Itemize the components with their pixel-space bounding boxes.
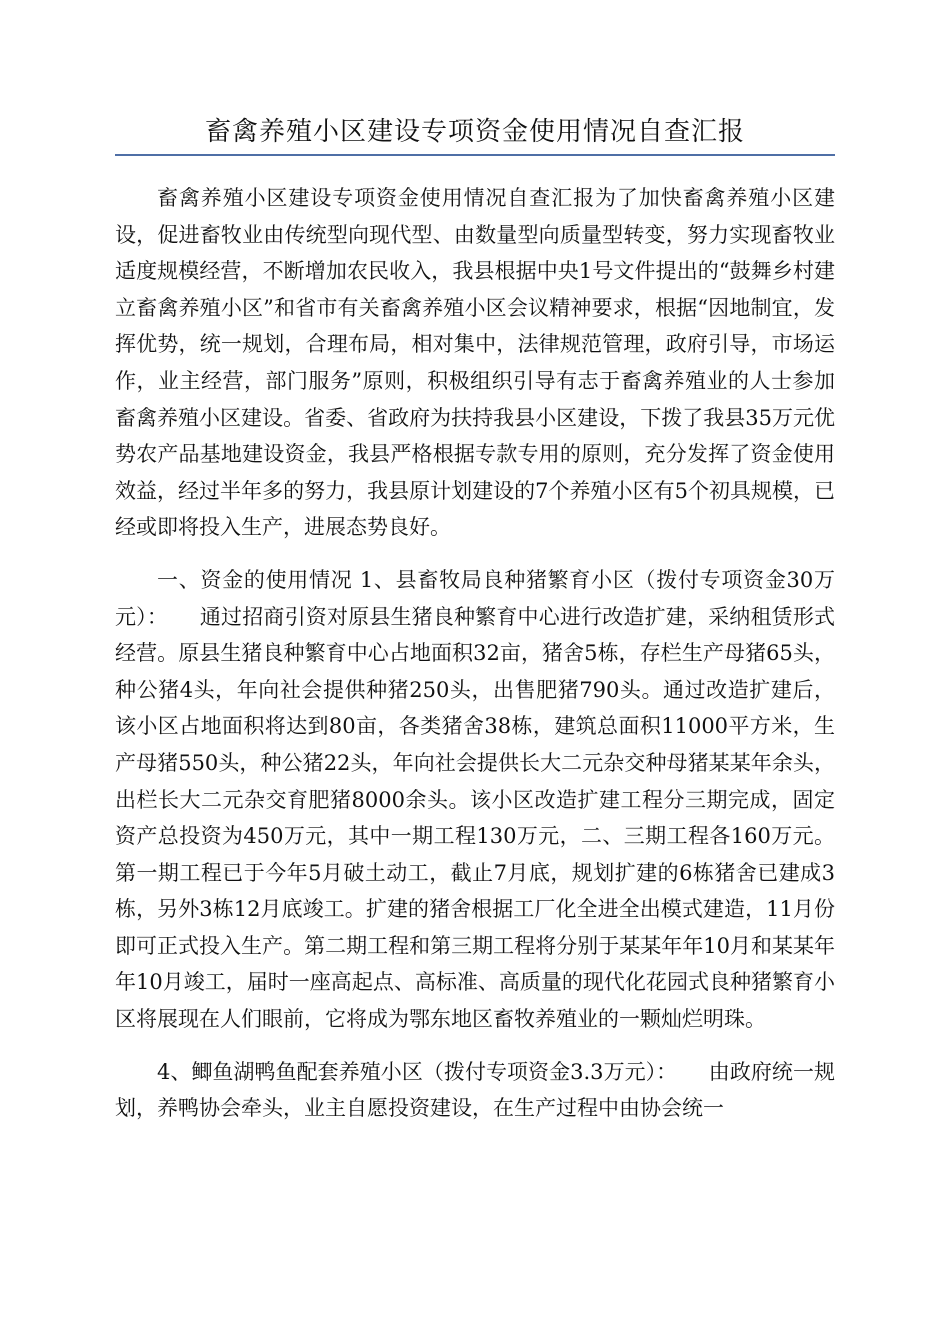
document-title: 畜禽养殖小区建设专项资金使用情况自查汇报	[204, 117, 745, 147]
paragraph-duck-fish-zone: 4、鲫鱼湖鸭鱼配套养殖小区（拨付专项资金3.3万元）： 由政府统一规划，养鸭协会牵头，业主自愿投资建设，在生产过程中由协会统一	[115, 1059, 835, 1121]
title-underline	[115, 154, 835, 156]
document-body	[115, 180, 835, 1143]
paragraph-intro: 畜禽养殖小区建设专项资金使用情况自查汇报为了加快畜禽养殖小区建设，促进畜牧业由传统型向现代型、由数量型向质量型转变，努力实现畜牧业适度规模经营，不断增加农民收入，我县根据中央1号文件提出的“鼓舞乡村建立畜禽养殖小区”和省市有关畜禽养殖小区会议精神要求，根据“因地制宜，发挥优势，统一规划，合理布局，相对集中，法律规范管理，政府引导，市场运作，业主经营，部门服务”原则，积极组织引导有志于畜禽养殖业的人士参加畜禽养殖小区建设。省委、省政府为扶持我县小区建设，下拨了我县35万元优势农产品基地建设资金，我县严格根据专款专用的原则，充分发挥了资金使用效益，经过半年多的努力，我县原计划建设的7个养殖小区有5个初具规模，已经或即将投入生产，进展态势良好。	[115, 186, 835, 540]
paragraph-fund-usage: 一、资金的使用情况 1、县畜牧局良种猪繁育小区（拨付专项资金30万元）： 通过招商引资对原县生猪良种繁育中心进行改造扩建，采纳租赁形式经营。原县生猪良种繁育中心占地面积32亩，猪舍5栋，存栏生产母猪65头，种公猪4头，年向社会提供种猪250头，出售肥猪790头。通过改造扩建后，该小区占地面积将达到80亩，各类猪舍38栋，建筑总面积11000平方米，生产母猪550头，种公猪22头，年向社会提供长大二元杂交种母猪某某年余头，出栏长大二元杂交育肥猪8000余头。该小区改造扩建工程分三期完成，固定资产总投资为450万元，其中一期工程130万元，二、三期工程各160万元。第一期工程已于今年5月破土动工，截止7月底，规划扩建的6栋猪舍已建成3栋，另外3栋12月底竣工。扩建的猪舍根据工厂化全进全出模式建造，11月份即可正式投入生产。第二期工程和第三期工程将分别于某某年年10月和某某年年10月竣工，届时一座高起点、高标准、高质量的现代化花园式良种猪繁育小区将展现在人们眼前，它将成为鄂东地区畜牧养殖业的一颗灿烂明珠。	[115, 567, 835, 1032]
